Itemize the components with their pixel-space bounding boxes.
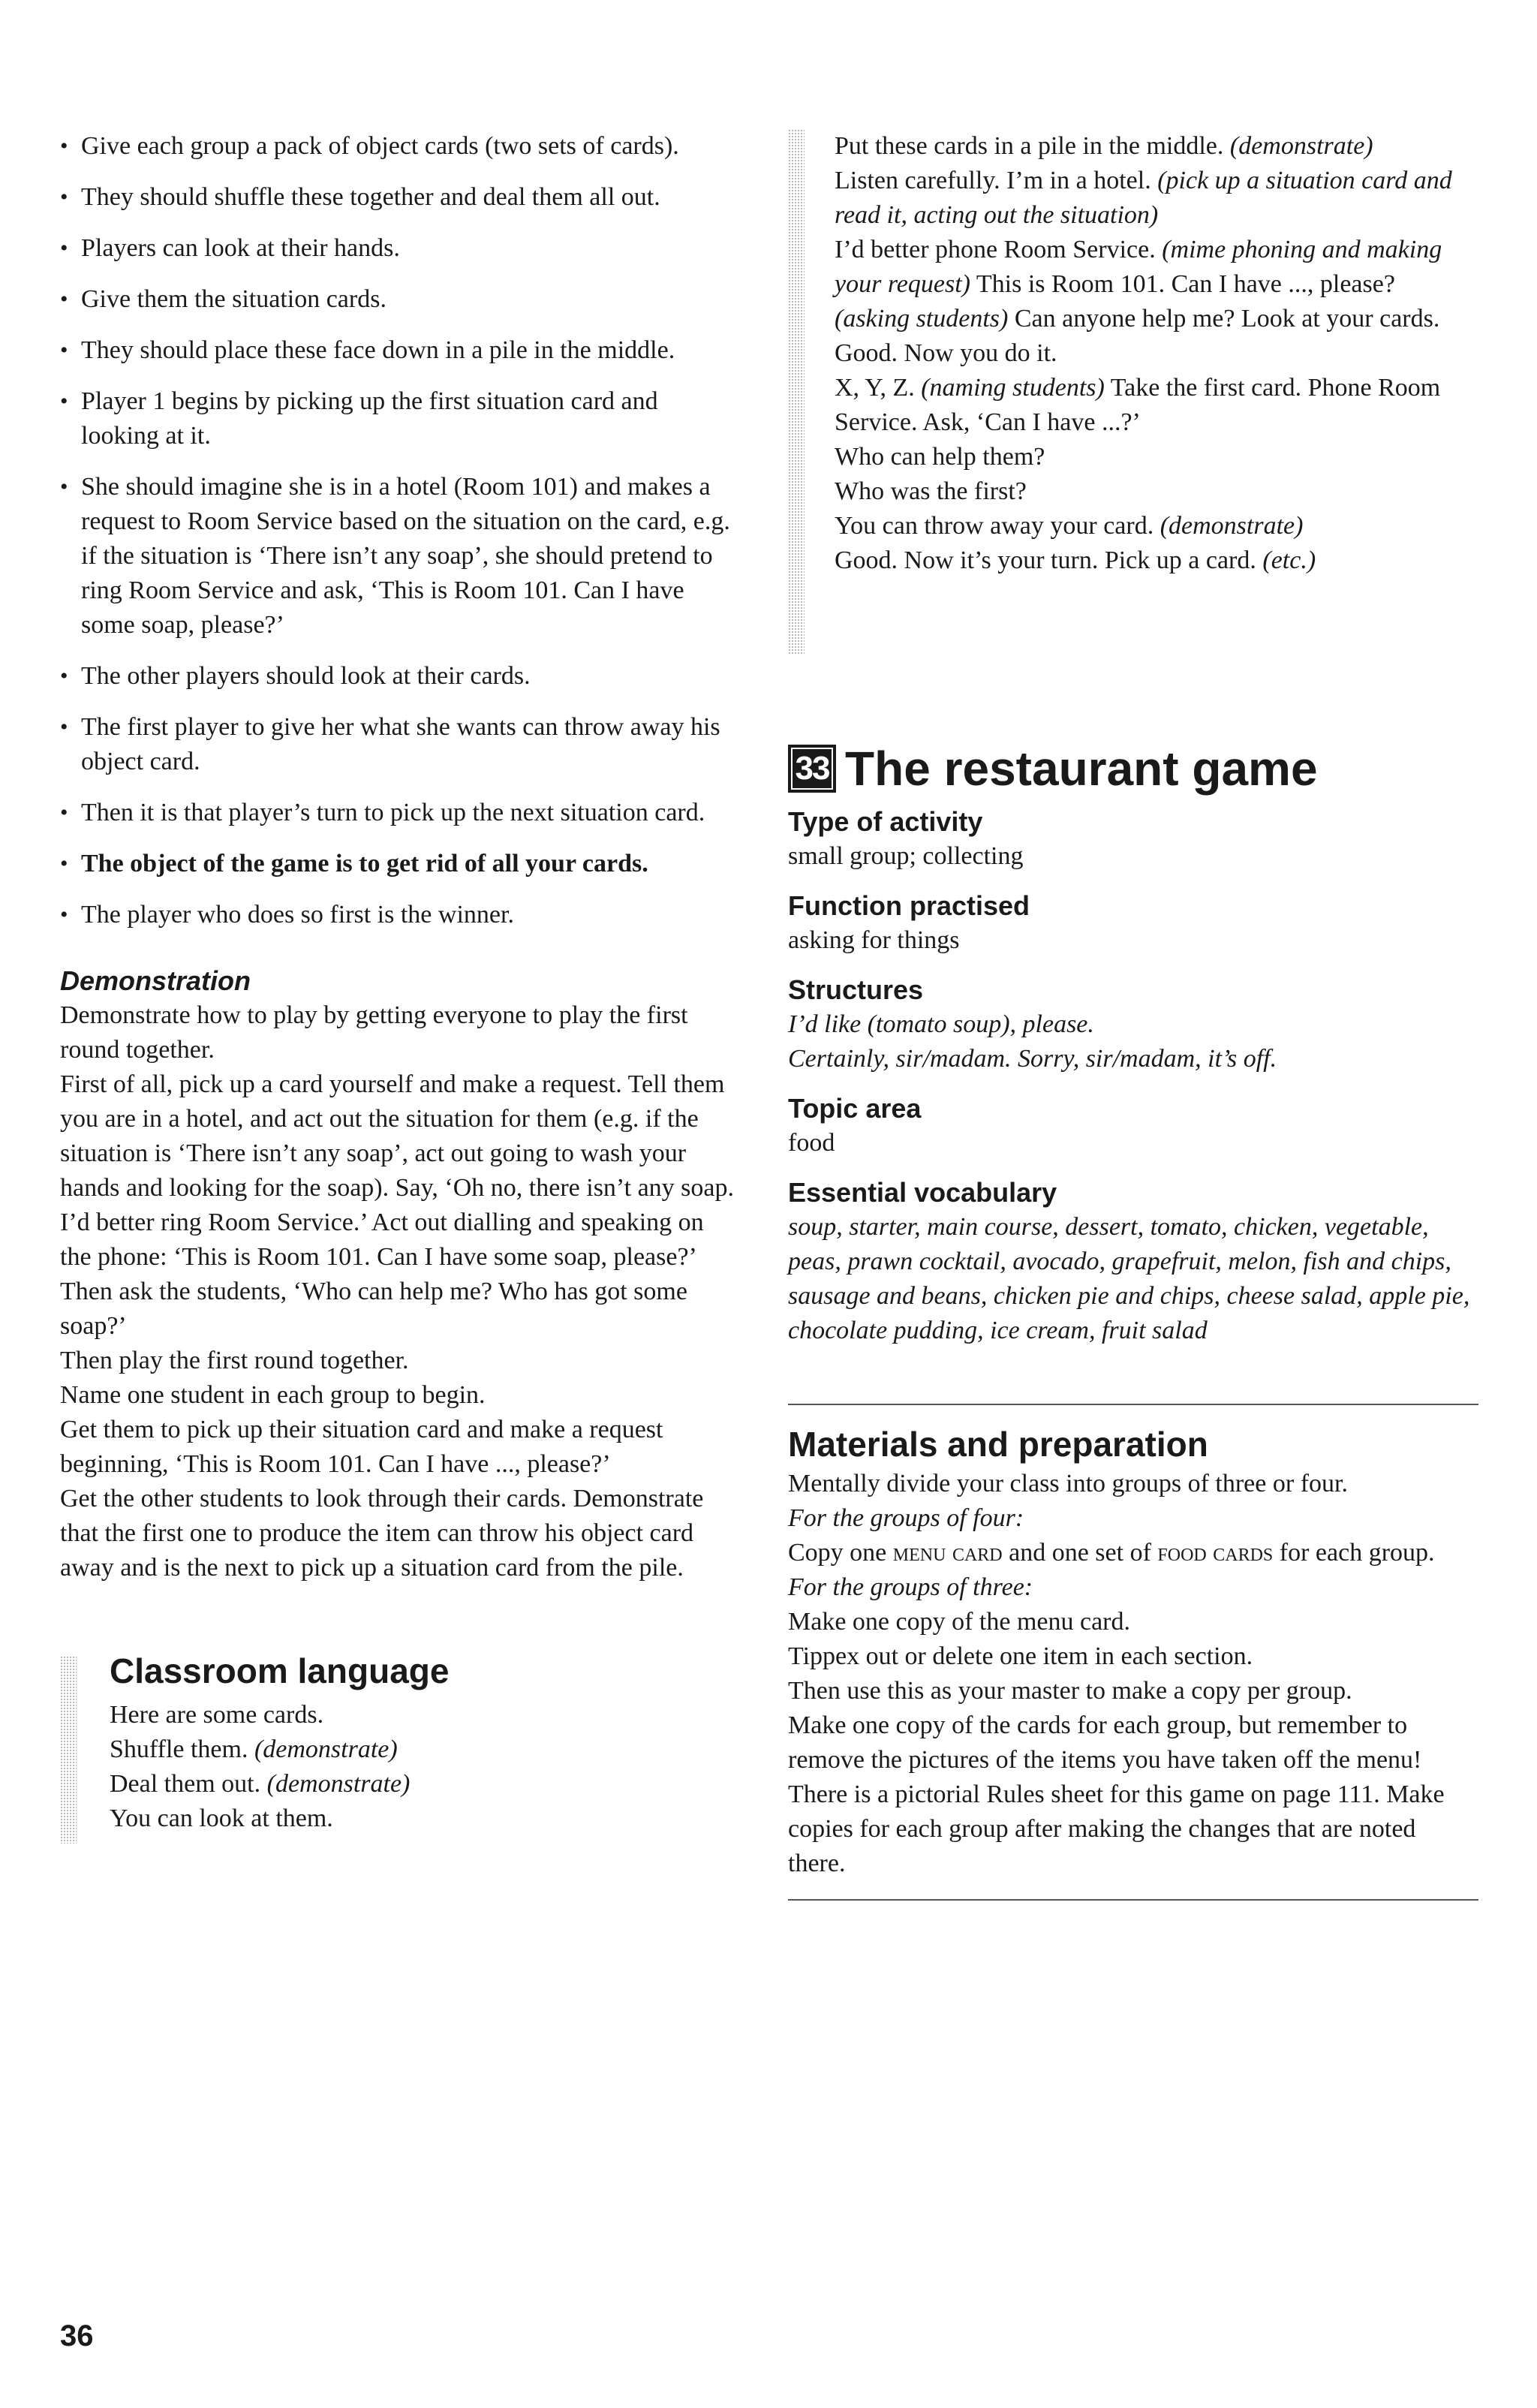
script-line: X, Y, Z. (naming students) Take the first card. Phone Room Service. Ask, ‘Can I have ...?’ (835, 374, 1441, 436)
game-title-row (788, 739, 1478, 799)
paragraph: Then use this as your master to make a copy per group. (788, 1677, 1352, 1705)
paragraph: Get them to pick up their situation card and make a request beginning, ‘This is Room 101. Can I have ..., please?’ (60, 1416, 663, 1478)
list-item: • They should shuffle these together and deal them all out. (60, 180, 735, 215)
stipple-margin-decoration (60, 1656, 77, 1844)
left-column (60, 129, 735, 1836)
topic-label: Topic area (788, 1093, 922, 1124)
paragraph: First of all, pick up a card yourself and make a request. Tell them you are in a hotel, and act out the situation for them (e.g. if the situation is ‘There isn’t any soap’, act out going to wash your hands and looking for the soap). Say, ‘Oh no, there isn’t any soap. I’d better ring Room Service.’ Act out dialling and speaking on the phone: ‘This is Room 101. Can I have some soap, please?’ (60, 1070, 734, 1271)
list-item: • Give them the situation cards. (60, 282, 735, 317)
list-item: • The player who does so first is the winner. (60, 898, 735, 932)
right-column (788, 129, 1478, 1901)
script-line: Good. Now you do it. (835, 339, 1057, 367)
script-line: Put these cards in a pile in the middle. (demonstrate) (835, 132, 1373, 160)
bullet-icon: • (60, 474, 68, 499)
paragraph: For the groups of four: (788, 1504, 1024, 1532)
page-title: The restaurant game (845, 742, 1318, 796)
type-of-activity-value: small group; collecting (788, 842, 1024, 870)
classroom-language-heading: Classroom language (110, 1651, 450, 1690)
structures-line: Certainly, sir/madam. Sorry, sir/madam, it’s off. (788, 1045, 1277, 1073)
instruction-list (60, 129, 735, 932)
bullet-icon: • (60, 851, 68, 876)
topic-value: food (788, 1129, 835, 1157)
paragraph: For the groups of three: (788, 1573, 1033, 1601)
materials-text (788, 1467, 1478, 1881)
materials-heading: Materials and preparation (788, 1425, 1208, 1464)
script-line: Good. Now it’s your turn. Pick up a card. (etc.) (835, 546, 1316, 574)
structures-line: I’d like (tomato soup), please. (788, 1010, 1094, 1038)
bullet-icon: • (60, 389, 68, 414)
stipple-margin-decoration (788, 129, 805, 655)
page-number: 36 (60, 2319, 94, 2352)
list-item-objective: • The object of the game is to get rid of all your cards. (60, 847, 735, 881)
function-value: asking for things (788, 926, 960, 954)
section-divider (788, 1404, 1478, 1405)
paragraph: Tippex out or delete one item in each section. (788, 1642, 1253, 1670)
paragraph: There is a pictorial Rules sheet for this game on page 111. Make copies for each group after making the changes that are noted there. (788, 1780, 1445, 1877)
classroom-script (788, 129, 1478, 578)
structures-label: Structures (788, 974, 924, 1005)
bullet-icon: • (60, 715, 68, 739)
list-item: • Players can look at their hands. (60, 231, 735, 266)
paragraph: Then ask the students, ‘Who can help me? Who has got some soap?’ (60, 1278, 687, 1340)
game-number-badge: 33 (788, 745, 836, 793)
function-label: Function practised (788, 890, 1030, 921)
script-line: Who can help them? (835, 443, 1045, 471)
vocabulary-value: soup, starter, main course, dessert, tomato, chicken, vegetable, peas, prawn cocktail, avocado, grapefruit, melon, fish and chips, sausage and beans, chicken pie and chips, cheese salad, apple pie, chocolate pudding, ice cream, fruit salad (788, 1213, 1470, 1344)
bullet-icon: • (60, 338, 68, 363)
demonstration-heading: Demonstration (60, 965, 251, 996)
list-item: • They should place these face down in a pile in the middle. (60, 333, 735, 368)
bullet-icon: • (60, 664, 68, 688)
bullet-icon: • (60, 134, 68, 158)
paragraph: Mentally divide your class into groups of three or four. (788, 1470, 1348, 1497)
script-line: Deal them out. (demonstrate) (110, 1770, 411, 1798)
type-of-activity-label: Type of activity (788, 806, 983, 837)
list-item: • The other players should look at their cards. (60, 659, 735, 694)
bullet-icon: • (60, 800, 68, 825)
paragraph: Demonstrate how to play by getting everyone to play the first round together. (60, 1001, 688, 1064)
bullet-icon: • (60, 185, 68, 209)
classroom-language-lines (110, 1698, 735, 1836)
script-line: You can throw away your card. (demonstrate) (835, 512, 1304, 540)
paragraph: Make one copy of the cards for each group, but remember to remove the pictures of the items you have taken off the menu! (788, 1711, 1422, 1774)
paragraph: Get the other students to look through their cards. Demonstrate that the first one to produce the item can throw his object card away and is the next to pick up a situation card from the pile. (60, 1485, 704, 1582)
paragraph: Make one copy of the menu card. (788, 1608, 1130, 1636)
section-divider (788, 1899, 1478, 1901)
script-line: (asking students) Can anyone help me? Look at your cards. (835, 305, 1440, 333)
list-item: • The first player to give her what she wants can throw away his object card. (60, 710, 735, 779)
paragraph: Name one student in each group to begin. (60, 1381, 486, 1409)
script-line: Who was the first? (835, 477, 1027, 505)
list-item: • She should imagine she is in a hotel (Room 101) and makes a request to Room Service based on the situation on the card, e.g. if the situation is ‘There isn’t any soap’, she should pretend to ring Room Service and ask, ‘This is Room 101. Can I have some soap, please?’ (60, 470, 735, 643)
paragraph: Then play the first round together. (60, 1347, 409, 1374)
bullet-icon: • (60, 287, 68, 312)
script-line: Shuffle them. (demonstrate) (110, 1735, 398, 1763)
demonstration-text (60, 998, 735, 1585)
bullet-icon: • (60, 902, 68, 927)
script-line: Listen carefully. I’m in a hotel. (pick up a situation card and read it, acting out the situation) (835, 167, 1452, 229)
script-line: I’d better phone Room Service. (mime phoning and making your request) This is Room 101. Can I have ..., please? (835, 236, 1442, 298)
list-item: • Then it is that player’s turn to pick up the next situation card. (60, 796, 735, 830)
list-item: • Player 1 begins by picking up the first situation card and looking at it. (60, 384, 735, 453)
script-line: Here are some cards. (110, 1701, 324, 1729)
bullet-icon: • (60, 236, 68, 260)
paragraph: Copy one menu card and one set of food cards for each group. (788, 1539, 1435, 1567)
list-item: • Give each group a pack of object cards (two sets of cards). (60, 129, 735, 164)
classroom-language-box (60, 1648, 735, 1836)
script-line: You can look at them. (110, 1804, 333, 1832)
vocabulary-label: Essential vocabulary (788, 1177, 1057, 1208)
